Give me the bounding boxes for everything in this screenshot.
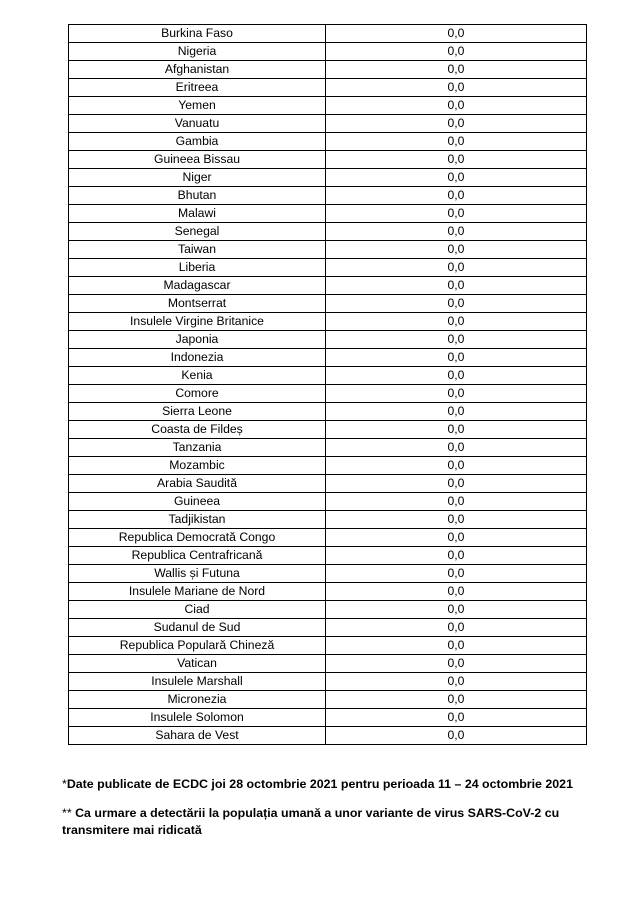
table-row [69, 367, 587, 385]
value-cell: 0,0 [326, 511, 587, 529]
value-cell: 0,0 [326, 61, 587, 79]
table-row [69, 115, 587, 133]
table-row [69, 619, 587, 637]
table-row [69, 547, 587, 565]
country-cell: Nigeria [69, 43, 326, 61]
country-cell: Insulele Marshall [69, 673, 326, 691]
country-cell: Comore [69, 385, 326, 403]
table-row [69, 223, 587, 241]
country-cell: Arabia Saudită [69, 475, 326, 493]
table-row [69, 421, 587, 439]
value-cell: 0,0 [326, 205, 587, 223]
value-cell: 0,0 [326, 565, 587, 583]
country-cell: Insulele Virgine Britanice [69, 313, 326, 331]
value-cell: 0,0 [326, 313, 587, 331]
country-cell: Bhutan [69, 187, 326, 205]
country-cell: Liberia [69, 259, 326, 277]
value-cell: 0,0 [326, 547, 587, 565]
value-cell: 0,0 [326, 529, 587, 547]
table-row [69, 241, 587, 259]
value-cell: 0,0 [326, 331, 587, 349]
country-cell: Insulele Mariane de Nord [69, 583, 326, 601]
table-row [69, 313, 587, 331]
table-row [69, 349, 587, 367]
value-cell: 0,0 [326, 133, 587, 151]
country-cell: Yemen [69, 97, 326, 115]
table-row [69, 205, 587, 223]
table-row [69, 727, 587, 745]
value-cell: 0,0 [326, 475, 587, 493]
value-cell: 0,0 [326, 295, 587, 313]
country-cell: Tadjikistan [69, 511, 326, 529]
value-cell: 0,0 [326, 619, 587, 637]
value-cell: 0,0 [326, 493, 587, 511]
country-cell: Madagascar [69, 277, 326, 295]
country-cell: Coasta de Fildeș [69, 421, 326, 439]
value-cell: 0,0 [326, 79, 587, 97]
table-row [69, 97, 587, 115]
country-cell: Vatican [69, 655, 326, 673]
table-row [69, 169, 587, 187]
country-cell: Gambia [69, 133, 326, 151]
country-cell: Guineea Bissau [69, 151, 326, 169]
country-cell: Mozambic [69, 457, 326, 475]
value-cell: 0,0 [326, 439, 587, 457]
country-cell: Malawi [69, 205, 326, 223]
value-cell: 0,0 [326, 457, 587, 475]
country-cell: Montserrat [69, 295, 326, 313]
value-cell: 0,0 [326, 673, 587, 691]
table-row [69, 709, 587, 727]
value-cell: 0,0 [326, 151, 587, 169]
value-cell: 0,0 [326, 583, 587, 601]
table-row [69, 61, 587, 79]
table-row [69, 187, 587, 205]
table-row [69, 493, 587, 511]
country-cell: Kenia [69, 367, 326, 385]
table-row [69, 331, 587, 349]
value-cell: 0,0 [326, 115, 587, 133]
value-cell: 0,0 [326, 385, 587, 403]
value-cell: 0,0 [326, 187, 587, 205]
country-cell: Tanzania [69, 439, 326, 457]
table-row [69, 277, 587, 295]
country-cell: Republica Democrată Congo [69, 529, 326, 547]
value-cell: 0,0 [326, 97, 587, 115]
country-cell: Insulele Solomon [69, 709, 326, 727]
table-row [69, 25, 587, 43]
country-cell: Japonia [69, 331, 326, 349]
country-cell: Niger [69, 169, 326, 187]
country-cell: Sahara de Vest [69, 727, 326, 745]
country-cell: Taiwan [69, 241, 326, 259]
country-cell: Micronezia [69, 691, 326, 709]
table-row [69, 439, 587, 457]
table-row [69, 457, 587, 475]
table-row [69, 511, 587, 529]
country-cell: Vanuatu [69, 115, 326, 133]
table-row [69, 529, 587, 547]
value-cell: 0,0 [326, 43, 587, 61]
value-cell: 0,0 [326, 277, 587, 295]
value-cell: 0,0 [326, 367, 587, 385]
table-row [69, 259, 587, 277]
footnote-marker: ** [62, 806, 72, 820]
value-cell: 0,0 [326, 259, 587, 277]
table-body [69, 25, 587, 745]
value-cell: 0,0 [326, 169, 587, 187]
value-cell: 0,0 [326, 349, 587, 367]
value-cell: 0,0 [326, 241, 587, 259]
country-cell: Wallis și Futuna [69, 565, 326, 583]
table-row [69, 583, 587, 601]
table-row [69, 295, 587, 313]
value-cell: 0,0 [326, 709, 587, 727]
value-cell: 0,0 [326, 601, 587, 619]
table-row [69, 385, 587, 403]
country-cell: Afghanistan [69, 61, 326, 79]
footnote-ecdc-source [62, 776, 602, 793]
value-cell: 0,0 [326, 421, 587, 439]
table-row [69, 565, 587, 583]
country-cell: Sierra Leone [69, 403, 326, 421]
value-cell: 0,0 [326, 403, 587, 421]
footnotes [62, 776, 602, 839]
table-row [69, 403, 587, 421]
table-row [69, 133, 587, 151]
table-row [69, 637, 587, 655]
country-cell: Eritreea [69, 79, 326, 97]
table-row [69, 673, 587, 691]
table-row [69, 655, 587, 673]
table-row [69, 691, 587, 709]
footnote-marker: * [62, 777, 67, 791]
table-row [69, 43, 587, 61]
value-cell: 0,0 [326, 223, 587, 241]
table-row [69, 601, 587, 619]
country-cell: Senegal [69, 223, 326, 241]
footnote-variants [62, 805, 602, 839]
country-incidence-table [68, 24, 587, 745]
country-cell: Sudanul de Sud [69, 619, 326, 637]
country-cell: Ciad [69, 601, 326, 619]
value-cell: 0,0 [326, 655, 587, 673]
table-row [69, 151, 587, 169]
country-cell: Republica Centrafricană [69, 547, 326, 565]
footnote-text: Date publicate de ECDC joi 28 octombrie 2021 pentru perioada 11 – 24 octombrie 2021 [66, 777, 573, 791]
value-cell: 0,0 [326, 691, 587, 709]
value-cell: 0,0 [326, 25, 587, 43]
country-cell: Indonezia [69, 349, 326, 367]
value-cell: 0,0 [326, 637, 587, 655]
country-cell: Burkina Faso [69, 25, 326, 43]
country-table-container [68, 24, 586, 745]
table-row [69, 475, 587, 493]
value-cell: 0,0 [326, 727, 587, 745]
country-cell: Republica Populară Chineză [69, 637, 326, 655]
table-row [69, 79, 587, 97]
country-cell: Guineea [69, 493, 326, 511]
footnote-text: Ca urmare a detectării la populația umană a unor variante de virus SARS-CoV-2 cu transmitere mai ridicată [62, 806, 560, 837]
